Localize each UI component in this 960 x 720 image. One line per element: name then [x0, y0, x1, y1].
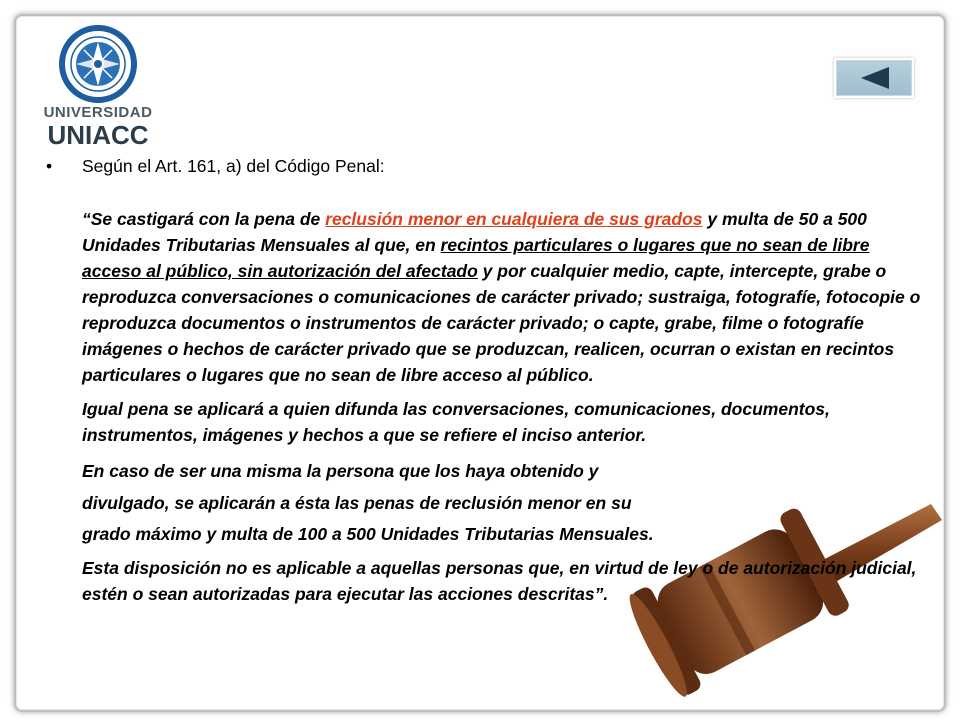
heading-text: Según el Art. 161, a) del Código Penal:	[82, 156, 385, 176]
penalty-link[interactable]: reclusión menor en cualquiera de sus grados	[325, 209, 703, 229]
bullet-heading	[46, 154, 926, 178]
slide	[14, 14, 946, 712]
paragraph-2: Igual pena se aplicará a quien difunda las conversaciones, comunicaciones, documentos, instrumentos, imágenes y hechos a que se refiere el inciso anterior.	[82, 399, 830, 445]
seal-icon	[34, 24, 162, 106]
paragraph-1	[82, 206, 926, 388]
logo-text-universidad: UNIVERSIDAD	[43, 104, 153, 121]
paragraph-3: En caso de ser una misma la persona que los haya obtenido y divulgado, se aplicarán a ésta las penas de reclusión menor en su grado máximo y multa de 100 a 500 Unidades Tributarias Mensuales.	[82, 461, 654, 544]
university-logo	[34, 24, 162, 148]
bullet: •	[46, 156, 53, 176]
p1-underlined-text: recintos particulares o lugares que no sean de libre acceso al público, sin autorización del afectado	[82, 235, 870, 281]
p1-text-1: Se castigará con la pena de	[90, 209, 326, 229]
triangle-left-icon	[860, 66, 890, 90]
p1-text-2: y multa de 50 a 500 Unidades Tributarias Mensuales al que, en	[82, 209, 867, 255]
open-quote: “	[82, 209, 91, 229]
back-button[interactable]	[836, 60, 912, 96]
logo-text-uniacc: UNIACC	[47, 120, 149, 150]
paragraph-4: Esta disposición no es aplicable a aquellas personas que, en virtud de ley o de autorización judicial, estén o sean autorizadas para ejecutar las acciones descritas”.	[82, 557, 917, 604]
p1-text-3: y por cualquier medio, capte, intercepte, grabe o reproduzca conversaciones o comunicaciones de carácter privado; sustraiga, fotografíe, fotocopie o reproduzca documentos o instrumentos de carácter privado; o capte, grabe, filme o fotografíe imágenes o hechos de carácter privado que se produzcan, realicen, ocurran o existan en recintos particulares o lugares que no sean de libre acceso al público.	[82, 261, 921, 385]
content	[46, 154, 926, 607]
